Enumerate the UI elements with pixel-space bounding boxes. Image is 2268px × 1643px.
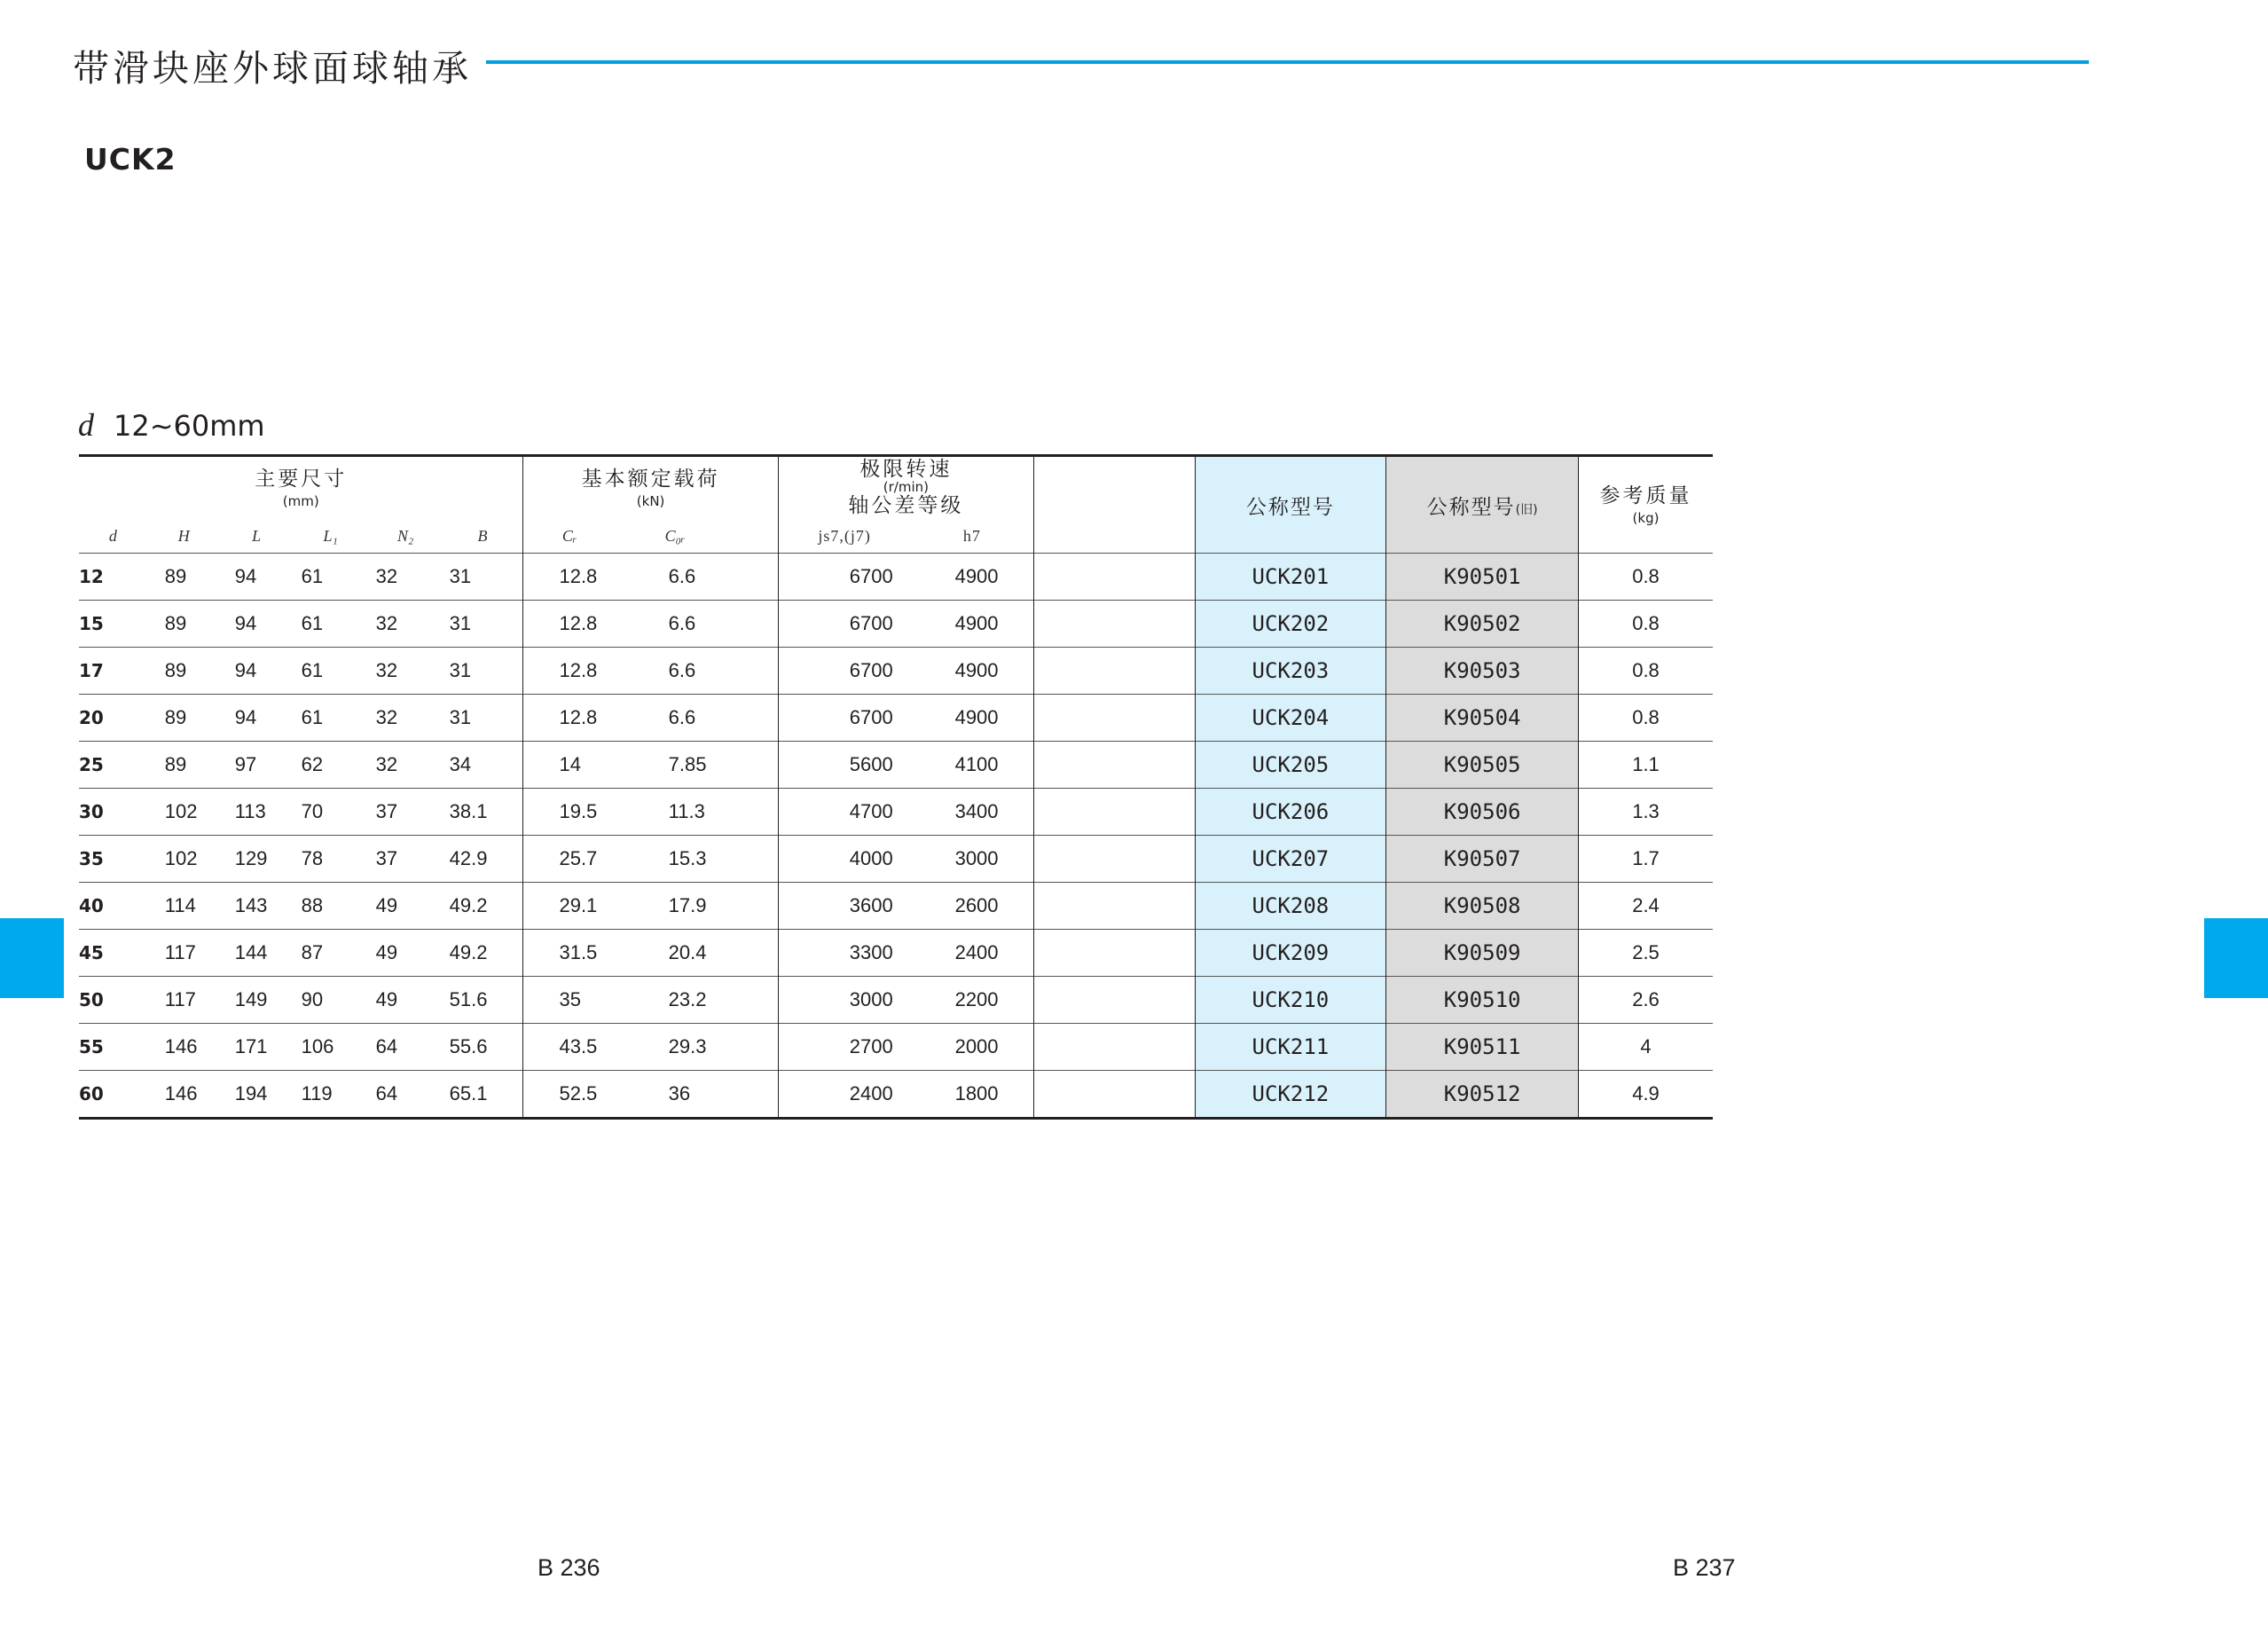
cell-l: 129 (221, 836, 293, 883)
cell-cr: 14 (523, 742, 616, 789)
cell-old: K90504 (1386, 695, 1579, 742)
cell-mass: 1.7 (1579, 836, 1714, 883)
cell-d: 55 (79, 1024, 147, 1071)
cell-h: 89 (147, 695, 221, 742)
cell-c0r: 7.85 (616, 742, 779, 789)
cell-d: 15 (79, 601, 147, 648)
cell-l1: 61 (293, 695, 369, 742)
cell-l: 143 (221, 883, 293, 930)
dims-group-header (79, 456, 523, 520)
cell-blank (1034, 742, 1195, 789)
cell-old: K90505 (1386, 742, 1579, 789)
cell-blank (1034, 695, 1195, 742)
dims-caption: 主要尺寸 (255, 468, 348, 491)
cell-b: 49.2 (443, 883, 523, 930)
cell-blank (1034, 977, 1195, 1024)
cell-h: 89 (147, 601, 221, 648)
cell-d: 60 (79, 1071, 147, 1119)
cell-h7: 2200 (911, 977, 1034, 1024)
cell-b: 51.6 (443, 977, 523, 1024)
cell-model: UCK211 (1195, 1024, 1386, 1071)
cell-l: 94 (221, 601, 293, 648)
cell-c0r: 29.3 (616, 1024, 779, 1071)
blank-column-header (1034, 456, 1195, 554)
cell-mass: 4 (1579, 1024, 1714, 1071)
cell-old: K90501 (1386, 554, 1579, 601)
cell-blank (1034, 1071, 1195, 1119)
speed-caption: 极限转速 (859, 458, 953, 481)
cell-js7: 4000 (778, 836, 910, 883)
cell-h: 102 (147, 789, 221, 836)
cell-cr: 19.5 (523, 789, 616, 836)
cell-mass: 4.9 (1579, 1071, 1714, 1119)
table-row (79, 977, 1713, 1024)
cell-old: K90506 (1386, 789, 1579, 836)
cell-n2: 32 (369, 554, 443, 601)
cell-old: K90508 (1386, 883, 1579, 930)
cell-c0r: 17.9 (616, 883, 779, 930)
cell-c0r: 6.6 (616, 695, 779, 742)
cell-h: 114 (147, 883, 221, 930)
cell-js7: 2400 (778, 1071, 910, 1119)
cell-old: K90509 (1386, 930, 1579, 977)
cell-l: 94 (221, 695, 293, 742)
cell-mass: 2.6 (1579, 977, 1714, 1024)
dims-unit: (mm) (282, 493, 319, 509)
cell-cr: 12.8 (523, 601, 616, 648)
subheader-js7: js7,(j7) (818, 526, 871, 545)
cell-l1: 61 (293, 648, 369, 695)
old-model-caption: 公称型号 (1426, 495, 1516, 519)
spec-table (79, 454, 1713, 1120)
cell-n2: 32 (369, 695, 443, 742)
cell-h7: 4900 (911, 695, 1034, 742)
cell-c0r: 6.6 (616, 554, 779, 601)
cell-n2: 64 (369, 1024, 443, 1071)
loads-unit: (kN) (636, 493, 665, 509)
loads-caption: 基本额定载荷 (581, 468, 720, 491)
cell-l1: 61 (293, 554, 369, 601)
cell-d: 20 (79, 695, 147, 742)
model-header (1195, 456, 1386, 554)
mass-header (1579, 456, 1714, 554)
cell-js7: 6700 (778, 601, 910, 648)
table-row (79, 883, 1713, 930)
cell-d: 45 (79, 930, 147, 977)
cell-h: 146 (147, 1071, 221, 1119)
cell-model: UCK203 (1195, 648, 1386, 695)
cell-js7: 6700 (778, 648, 910, 695)
cell-mass: 0.8 (1579, 554, 1714, 601)
table-row (79, 1024, 1713, 1071)
cell-mass: 1.1 (1579, 742, 1714, 789)
cell-js7: 3600 (778, 883, 910, 930)
cell-l1: 87 (293, 930, 369, 977)
cell-model: UCK209 (1195, 930, 1386, 977)
cell-b: 55.6 (443, 1024, 523, 1071)
page-number-right: B 237 (1673, 1554, 1736, 1581)
title-rule (486, 60, 2089, 64)
cell-l: 97 (221, 742, 293, 789)
cell-n2: 32 (369, 601, 443, 648)
cell-cr: 52.5 (523, 1071, 616, 1119)
loads-group-header (523, 456, 778, 520)
cell-mass: 0.8 (1579, 601, 1714, 648)
cell-blank (1034, 1024, 1195, 1071)
table-row (79, 648, 1713, 695)
cell-d: 35 (79, 836, 147, 883)
cell-h7: 1800 (911, 1071, 1034, 1119)
cell-n2: 37 (369, 836, 443, 883)
cell-js7: 3000 (778, 977, 910, 1024)
cell-h7: 3400 (911, 789, 1034, 836)
cell-mass: 2.5 (1579, 930, 1714, 977)
cell-old: K90502 (1386, 601, 1579, 648)
cell-h: 117 (147, 977, 221, 1024)
cell-model: UCK212 (1195, 1071, 1386, 1119)
cell-h7: 2400 (911, 930, 1034, 977)
cell-d: 30 (79, 789, 147, 836)
cell-b: 31 (443, 648, 523, 695)
cell-d: 12 (79, 554, 147, 601)
cell-n2: 37 (369, 789, 443, 836)
table-row (79, 1071, 1713, 1119)
cell-d: 17 (79, 648, 147, 695)
cell-b: 42.9 (443, 836, 523, 883)
cell-h7: 2600 (911, 883, 1034, 930)
cell-n2: 32 (369, 648, 443, 695)
cell-old: K90507 (1386, 836, 1579, 883)
table-row (79, 742, 1713, 789)
old-model-header (1386, 456, 1579, 554)
cell-c0r: 20.4 (616, 930, 779, 977)
speed-unit: (r/min) (883, 479, 929, 495)
speed-group-header (778, 456, 1033, 520)
table-row (79, 695, 1713, 742)
cell-l1: 78 (293, 836, 369, 883)
cell-l: 94 (221, 554, 293, 601)
cell-cr: 12.8 (523, 554, 616, 601)
cell-l1: 119 (293, 1071, 369, 1119)
cell-c0r: 6.6 (616, 601, 779, 648)
cell-model: UCK201 (1195, 554, 1386, 601)
subheader-h7: h7 (911, 519, 1034, 554)
cell-l: 149 (221, 977, 293, 1024)
cell-c0r: 11.3 (616, 789, 779, 836)
cell-h7: 4900 (911, 554, 1034, 601)
cell-b: 38.1 (443, 789, 523, 836)
cell-blank (1034, 789, 1195, 836)
cell-h: 146 (147, 1024, 221, 1071)
cell-cr: 35 (523, 977, 616, 1024)
subheader-L: L (252, 526, 262, 545)
cell-old: K90503 (1386, 648, 1579, 695)
subheader-B: B (443, 519, 523, 554)
subheader-Cr: Cᵣ (561, 526, 577, 545)
cell-c0r: 6.6 (616, 648, 779, 695)
cell-blank (1034, 601, 1195, 648)
subheader-d: d (108, 526, 117, 545)
cell-b: 49.2 (443, 930, 523, 977)
cell-js7: 6700 (778, 695, 910, 742)
cell-b: 31 (443, 695, 523, 742)
cell-mass: 2.4 (1579, 883, 1714, 930)
table-row (79, 930, 1713, 977)
cell-model: UCK204 (1195, 695, 1386, 742)
cell-h7: 2000 (911, 1024, 1034, 1071)
cell-c0r: 23.2 (616, 977, 779, 1024)
table-row (79, 836, 1713, 883)
subheader-H: H (177, 526, 190, 545)
mass-caption: 参考质量 (1599, 484, 1692, 507)
cell-n2: 49 (369, 883, 443, 930)
cell-l: 144 (221, 930, 293, 977)
cell-h7: 4100 (911, 742, 1034, 789)
cell-h: 89 (147, 648, 221, 695)
cell-h: 89 (147, 554, 221, 601)
cell-model: UCK210 (1195, 977, 1386, 1024)
cell-l: 94 (221, 648, 293, 695)
cell-model: UCK206 (1195, 789, 1386, 836)
table-row (79, 601, 1713, 648)
cell-d: 25 (79, 742, 147, 789)
old-model-suffix: (旧) (1515, 502, 1538, 517)
cell-h7: 4900 (911, 601, 1034, 648)
cell-n2: 49 (369, 977, 443, 1024)
subheader-L1: L₁ (323, 526, 338, 545)
cell-l1: 88 (293, 883, 369, 930)
cell-cr: 31.5 (523, 930, 616, 977)
cell-js7: 4700 (778, 789, 910, 836)
cell-old: K90511 (1386, 1024, 1579, 1071)
cell-cr: 25.7 (523, 836, 616, 883)
model-heading: UCK2 (84, 142, 177, 177)
section-tab-right (2204, 918, 2268, 998)
cell-blank (1034, 648, 1195, 695)
cell-h7: 3000 (911, 836, 1034, 883)
cell-cr: 12.8 (523, 695, 616, 742)
cell-c0r: 36 (616, 1071, 779, 1119)
cell-n2: 32 (369, 742, 443, 789)
cell-mass: 1.3 (1579, 789, 1714, 836)
cell-l1: 61 (293, 601, 369, 648)
cell-cr: 43.5 (523, 1024, 616, 1071)
cell-l1: 70 (293, 789, 369, 836)
cell-cr: 12.8 (523, 648, 616, 695)
table-row (79, 554, 1713, 601)
page-title: 带滑块座外球面球轴承 (73, 47, 472, 90)
cell-blank (1034, 836, 1195, 883)
cell-h7: 4900 (911, 648, 1034, 695)
cell-n2: 64 (369, 1071, 443, 1119)
page-number-left: B 236 (538, 1554, 600, 1581)
cell-blank (1034, 883, 1195, 930)
cell-c0r: 15.3 (616, 836, 779, 883)
cell-d: 40 (79, 883, 147, 930)
spec-table-body (79, 554, 1713, 1119)
subheader-C0r: C₀ᵣ (616, 519, 779, 554)
cell-d: 50 (79, 977, 147, 1024)
cell-b: 65.1 (443, 1071, 523, 1119)
cell-l1: 106 (293, 1024, 369, 1071)
cell-l1: 62 (293, 742, 369, 789)
cell-h: 89 (147, 742, 221, 789)
cell-h: 117 (147, 930, 221, 977)
cell-js7: 2700 (778, 1024, 910, 1071)
subheader-N2: N₂ (397, 526, 414, 545)
mass-unit: (kg) (1632, 510, 1660, 526)
cell-b: 34 (443, 742, 523, 789)
cell-mass: 0.8 (1579, 695, 1714, 742)
bore-range (78, 406, 265, 444)
cell-l: 113 (221, 789, 293, 836)
cell-mass: 0.8 (1579, 648, 1714, 695)
cell-model: UCK208 (1195, 883, 1386, 930)
bore-symbol: d (78, 407, 94, 443)
cell-b: 31 (443, 554, 523, 601)
cell-blank (1034, 930, 1195, 977)
cell-old: K90512 (1386, 1071, 1579, 1119)
cell-l: 171 (221, 1024, 293, 1071)
cell-b: 31 (443, 601, 523, 648)
cell-model: UCK207 (1195, 836, 1386, 883)
tolerance-caption: 轴公差等级 (848, 494, 964, 517)
model-caption: 公称型号 (1245, 495, 1335, 519)
cell-h: 102 (147, 836, 221, 883)
cell-n2: 49 (369, 930, 443, 977)
bore-range-value: 12~60mm (114, 409, 265, 443)
cell-cr: 29.1 (523, 883, 616, 930)
cell-js7: 6700 (778, 554, 910, 601)
cell-blank (1034, 554, 1195, 601)
section-tab-left (0, 918, 64, 998)
cell-l1: 90 (293, 977, 369, 1024)
cell-js7: 5600 (778, 742, 910, 789)
cell-old: K90510 (1386, 977, 1579, 1024)
table-row (79, 789, 1713, 836)
cell-js7: 3300 (778, 930, 910, 977)
cell-l: 194 (221, 1071, 293, 1119)
cell-model: UCK202 (1195, 601, 1386, 648)
cell-model: UCK205 (1195, 742, 1386, 789)
